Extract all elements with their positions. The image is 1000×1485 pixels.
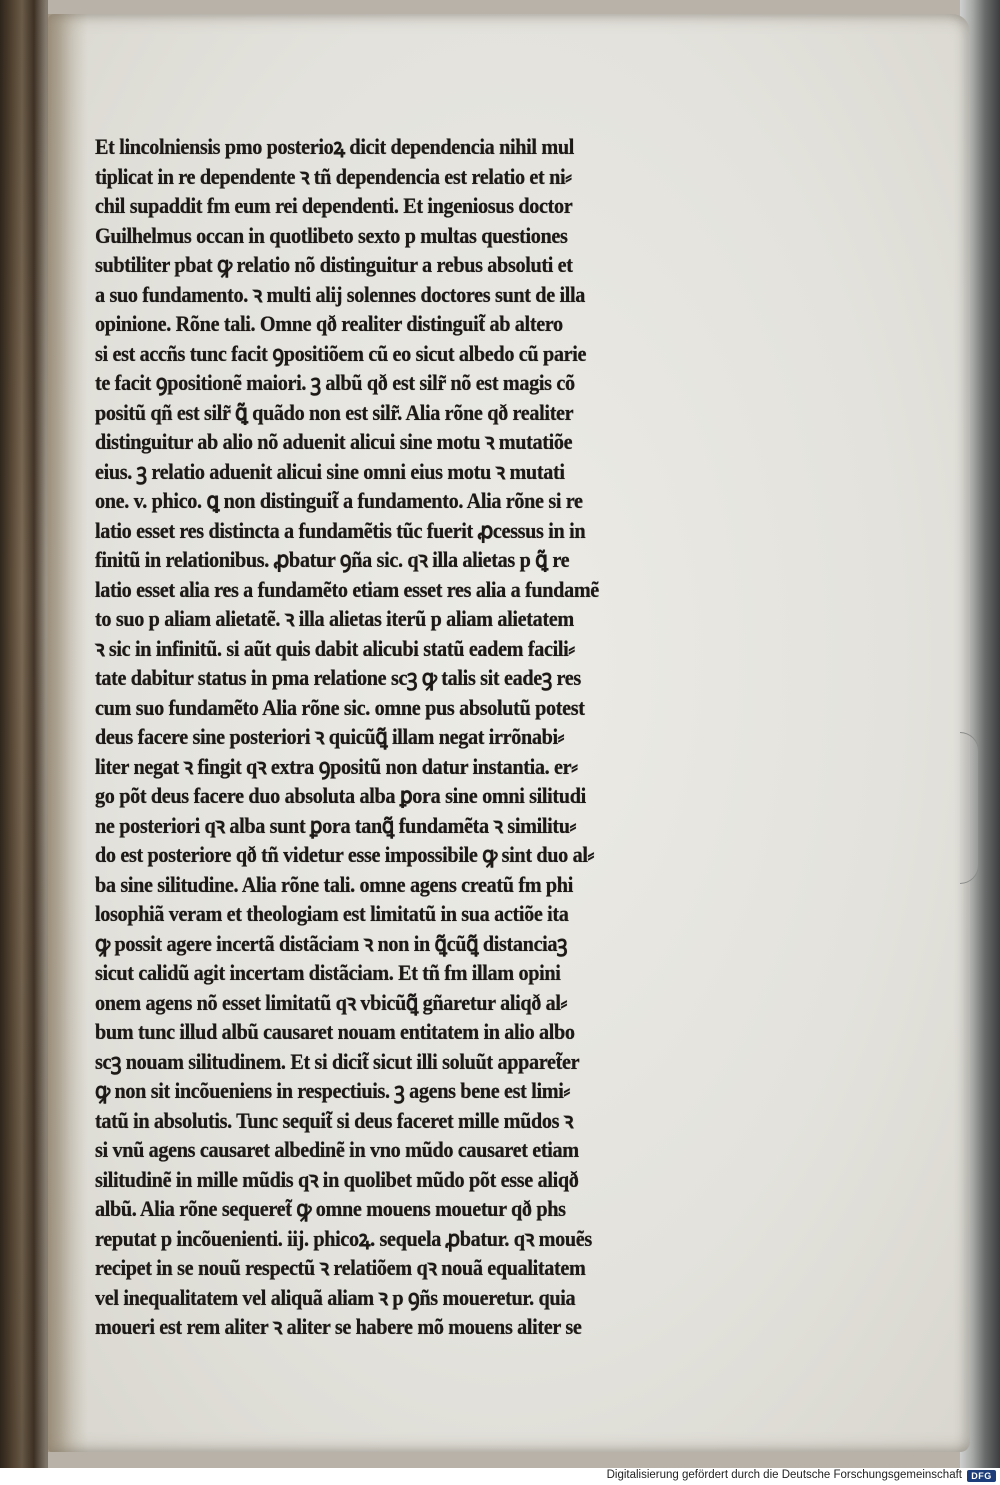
- book-spine: [0, 0, 48, 1468]
- text-line: chil supaddit fm eum rei dependenti. Et ingeniosus doctor: [95, 193, 573, 218]
- page-tab-marker: [960, 732, 979, 884]
- text-line: do est posteriore qð tñ videtur esse impossibile ꝙ sint duo al⸗: [95, 842, 594, 867]
- text-line: latio esset res distincta a fundamẽtis tũc fuerit ꝓcessus in in: [95, 517, 586, 543]
- text-line: onem agens nõ esset limitatũ qꝛ vbicũꝗ̃ gñaretur aliqð al⸗: [95, 989, 568, 1015]
- text-line: a suo fundamento. ꝛ multi alij solennes doctores sunt de illa: [95, 281, 586, 307]
- text-line: si vnũ agens causaret albedinẽ in vno mũdo causaret etiam: [95, 1137, 579, 1162]
- text-line: positũ qñ est silr̃ ꝗ̃ quãdo non est silr̃. Alia rõne qð realiter: [95, 399, 574, 425]
- text-line: finitũ in relationibus. ꝓbatur ꝯña sic. qꝛ illa alietas p ꝗ̃ re: [95, 547, 570, 572]
- text-line: Et lincolniensis pmo posterioꝝ dicit dependencia nihil mul: [95, 134, 575, 159]
- incunable-text-block: [95, 132, 735, 1342]
- text-line: losophiã veram et theologiam est limitatũ in sua actiõe ita: [95, 901, 569, 926]
- text-line: ꝙ non sit incõueniens in respectiuis. ꝫ agens bene est limi⸗: [95, 1078, 570, 1103]
- text-line: bum tunc illud albũ causaret nouam entitatem in alio albo: [95, 1019, 575, 1044]
- text-line: subtiliter pbat ꝙ relatio nõ distinguitur a rebus absoluti et: [95, 252, 573, 277]
- text-line: reputat p incõuenienti. iij. phicoꝝ. sequela ꝓbatur. qꝛ mouẽs: [95, 1225, 592, 1251]
- text-line: one. v. phico. ꝗ non distinguit̃ a fundamento. Alia rõne si re: [95, 488, 583, 513]
- text-line: latio esset alia res a fundamẽto etiam esset res alia a fundamẽ: [95, 576, 599, 602]
- text-line: si est accñs tunc facit ꝯpositiõem cũ eo sicut albedo cũ parie: [95, 340, 587, 366]
- text-line: ba sine silitudine. Alia rõne tali. omne agens creatũ fm phi: [95, 871, 573, 897]
- text-line: scꝫ nouam silitudinem. Et si dicit̃ sicut illi soluũt apparet̃er: [95, 1048, 580, 1074]
- funding-credit: Digitalisierung gefördert durch die Deutsche Forschungsgemeinschaft: [606, 1469, 962, 1481]
- text-line: opinione. Rõne tali. Omne qð realiter distinguit̃ ab altero: [95, 311, 563, 336]
- footer-bar: [0, 1468, 1000, 1485]
- text-line: cum suo fundamẽto Alia rõne sic. omne pus absolutũ potest: [95, 694, 585, 720]
- text-line: silitudinẽ in mille mũdis qꝛ in quolibet mũdo põt esse aliqð: [95, 1166, 579, 1192]
- dfg-logo: DFG: [967, 1470, 996, 1482]
- text-line: liter negat ꝛ fingit qꝛ extra ꝯpositũ non datur instantia. er⸗: [95, 753, 578, 779]
- text-line: recipet in se nouũ respectũ ꝛ relatiõem qꝛ nouã equalitatem: [95, 1255, 586, 1280]
- text-line: ꝛ sic in infinitũ. si aũt quis dabit alicubi statũ eadem facili⸗: [95, 635, 575, 661]
- text-line: tate dabitur status in pma relatione scꝫ ꝙ talis sit eadeꝫ res: [95, 665, 581, 690]
- text-line: eius. ꝫ relatio aduenit alicui sine omni eius motu ꝛ mutati: [95, 458, 565, 484]
- text-line: ꝙ possit agere incertã distãciam ꝛ non in ꝗ̃cũꝗ̃ distanciaꝫ: [95, 930, 568, 956]
- text-line: albũ. Alia rõne sequeret̃ ꝙ omne mouens mouetur qð phs: [95, 1196, 566, 1221]
- text-line: go põt deus facere duo absoluta alba ꝑora sine omni silitudi: [95, 783, 586, 808]
- text-line: vel inequalitatem vel aliquã aliam ꝛ p ꝯñs moueretur. quia: [95, 1284, 576, 1310]
- text-line: Guilhelmus occan in quotlibeto sexto p multas questiones: [95, 222, 568, 248]
- text-line: te facit ꝯpositionẽ maiori. ꝫ albũ qð est silr̃ nõ est magis cõ: [95, 370, 575, 395]
- text-line: tatũ in absolutis. Tunc sequit̃ si deus faceret mille mũdos ꝛ: [95, 1107, 574, 1133]
- text-line: to suo p aliam alietatẽ. ꝛ illa alietas iterũ p aliam alietatem: [95, 606, 574, 631]
- text-line: ne posteriori qꝛ alba sunt ꝑora tanꝗ̃ fundamẽta ꝛ similitu⸗: [95, 812, 576, 838]
- text-line: distinguitur ab alio nõ aduenit alicui sine motu ꝛ mutatiõe: [95, 429, 573, 454]
- text-line: deus facere sine posteriori ꝛ quicũꝗ̃ illam negat irrõnabi⸗: [95, 724, 565, 749]
- text-line: sicut calidũ agit incertam distãciam. Et tñ fm illam opini: [95, 960, 561, 985]
- text-line: tiplicat in re dependente ꝛ tñ dependencia est relatio et ni⸗: [95, 163, 572, 189]
- text-line: moueri est rem aliter ꝛ aliter se habere mõ mouens aliter se: [95, 1314, 582, 1339]
